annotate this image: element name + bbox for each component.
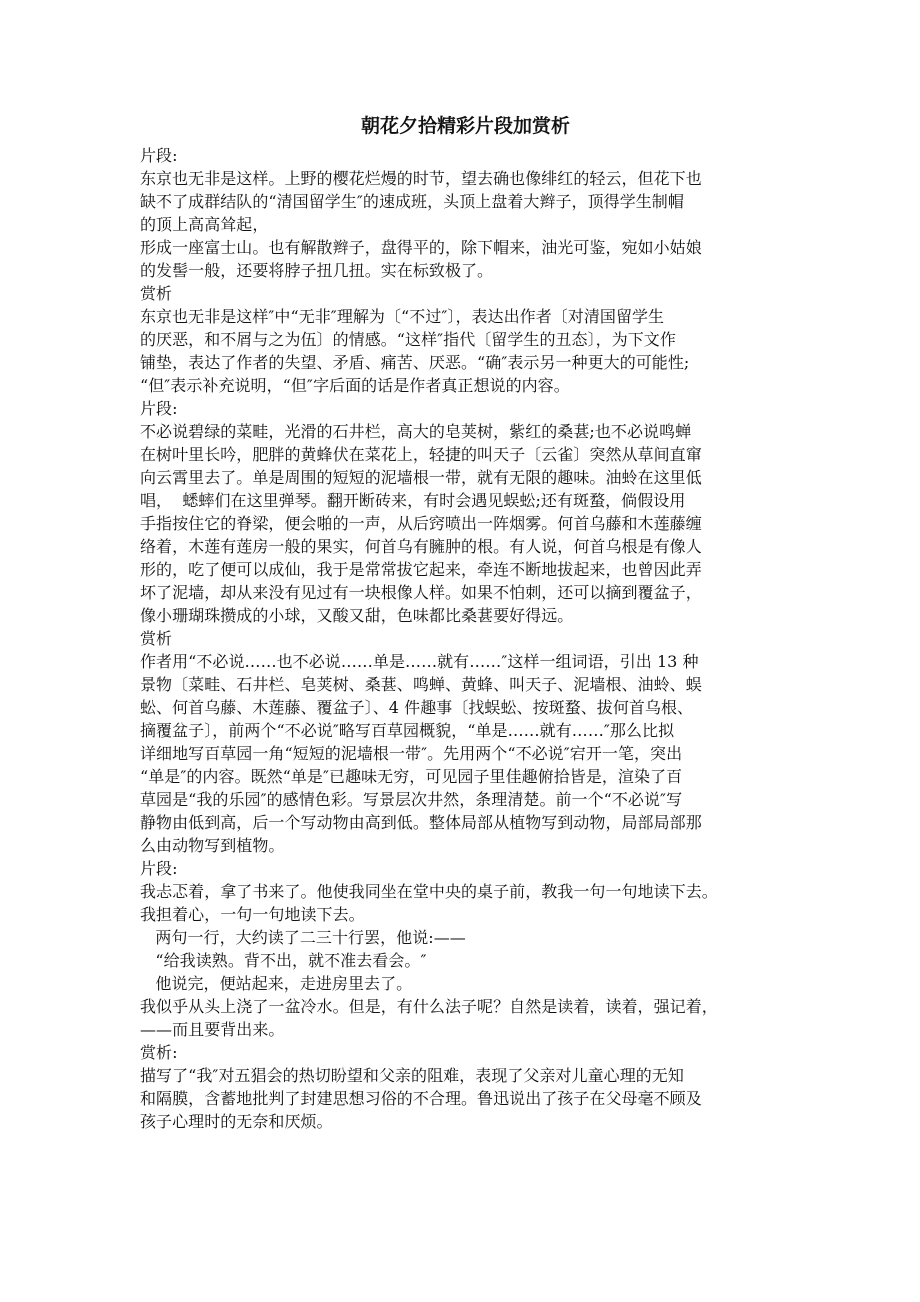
section-label: 片段:: [140, 859, 178, 878]
text-line: 络着，木莲有莲房一般的果实，何首乌有臃肿的根。有人说，何首乌根是有像人: [140, 537, 702, 556]
text-line: 蚣、何首乌藤、木莲藤、覆盆子〕、4 件趣事〔找蜈蚣、按斑蝥、拔何首乌根、: [140, 698, 694, 717]
text-line: “但″表示补充说明，“但″字后面的话是作者真正想说的内容。: [140, 376, 570, 395]
text-line: 静物由低到高，后一个写动物由高到低。整体局部从植物写到动物，局部局部那: [140, 813, 702, 832]
text-line: 么由动物写到植物。: [140, 836, 285, 855]
text-line: 铺垫，表达了作者的失望、矛盾、痛苦、厌恶。“确″表示另一种更大的可能性;: [140, 353, 690, 372]
text-line: 手指按住它的脊梁，便会啪的一声，从后窍喷出一阵烟雾。何首乌藤和木莲藤缠: [140, 514, 702, 533]
text-line: 孩子心理时的无奈和厌烦。: [140, 1112, 333, 1131]
text-line: 向云霄里去了。单是周围的短短的泥墙根一带，就有无限的趣味。油蛉在这里低: [140, 468, 702, 487]
text-line: 唱， 蟋蟀们在这里弹琴。翻开断砖来，有时会遇见蜈蚣;还有斑蝥，倘假设用: [140, 491, 686, 510]
text-line: 缺不了成群结队的“清国留学生″的速成班，头顶上盘着大辫子，顶得学生制帽: [140, 192, 684, 211]
text-line: 坏了泥墙，却从来没有见过有一块根像人样。如果不怕刺，还可以摘到覆盆子，: [140, 583, 702, 602]
text-line: 他说完，便站起来，走进房里去了。: [140, 974, 413, 993]
text-line: 和隔膜，含蓄地批判了封建思想习俗的不合理。鲁迅说出了孩子在父母毫不顾及: [140, 1089, 702, 1108]
text-line: 景物〔菜畦、石井栏、皂荚树、桑葚、鸣蝉、黄蜂、叫天子、泥墙根、油蛉、蜈: [140, 675, 702, 694]
text-line: 东京也无非是这样。上野的樱花烂熳的时节，望去确也像绯红的轻云，但花下也: [140, 169, 702, 188]
text-line: 形成一座富士山。也有解散辫子，盘得平的，除下帽来，油光可鉴，宛如小姑娘: [140, 238, 702, 257]
text-line: 描写了“我″对五猖会的热切盼望和父亲的阻难，表现了父亲对儿童心理的无知: [140, 1066, 684, 1085]
text-line: 的厌恶，和不屑与之为伍〕的情感。“这样″指代〔留学生的丑态〕，为下文作: [140, 330, 676, 349]
section-label: 赏析:: [140, 1043, 178, 1062]
text-line: 我担着心，一句一句地读下去。: [140, 905, 365, 924]
text-line: 我忐忑着，拿了书来了。他使我同坐在堂中央的桌子前，教我一句一句地读下去。: [140, 882, 718, 901]
text-line: 两句一行，大约读了二三十行罢，他说:——: [140, 928, 466, 947]
text-line: 的发髻一般，还要将脖子扭几扭。实在标致极了。: [140, 261, 494, 280]
text-line: 我似乎从头上浇了一盆冷水。但是，有什么法子呢？自然是读着，读着，强记着，: [140, 997, 718, 1016]
section-label: 赏析: [140, 629, 173, 648]
text-line: 摘覆盆子〕，前两个“不必说″略写百草园概貌，“单是……就有……″那么比拟: [140, 721, 675, 740]
document-title: 朝花夕拾精彩片段加赏析: [360, 115, 570, 137]
text-line: 在树叶里长吟，肥胖的黄蜂伏在菜花上，轻捷的叫天子〔云雀〕突然从草间直窜: [140, 445, 702, 464]
text-line: 东京也无非是这样″中“无非″理解为〔“不过″〕，表达出作者〔对清国留学生: [140, 307, 665, 326]
text-line: 像小珊瑚珠攒成的小球，又酸又甜，色味都比桑葚要好得远。: [140, 606, 574, 625]
text-line: 草园是“我的乐园″的感情色彩。写景层次井然，条理清楚。前一个“不必说″写: [140, 790, 683, 809]
text-line: 的顶上高高耸起，: [140, 215, 269, 234]
text-line: “单是″的内容。既然“单是″已趣味无穷，可见园子里佳趣俯拾皆是，渲染了百: [140, 767, 683, 786]
section-label: 赏析: [140, 284, 173, 303]
document-body: [140, 144, 785, 1133]
section-label: 片段:: [140, 399, 178, 418]
text-line: “给我读熟。背不出，就不准去看会。″: [140, 951, 427, 970]
document-page: [140, 112, 785, 1133]
text-line: 详细地写百草园一角“短短的泥墙根一带″。先用两个“不必说″宕开一笔，突出: [140, 744, 683, 763]
text-line: 形的，吃了便可以成仙，我于是常常拔它起来，牵连不断地拔起来，也曾因此弄: [140, 560, 702, 579]
text-line: 不必说碧绿的菜畦，光滑的石井栏，高大的皂荚树，紫红的桑葚;也不必说鸣蝉: [140, 422, 692, 441]
text-line: ——而且要背出来。: [140, 1020, 285, 1039]
section-label: 片段:: [140, 146, 178, 165]
text-line: 作者用“不必说……也不必说……单是……就有……″这样一组词语，引出 13 种: [140, 652, 699, 671]
